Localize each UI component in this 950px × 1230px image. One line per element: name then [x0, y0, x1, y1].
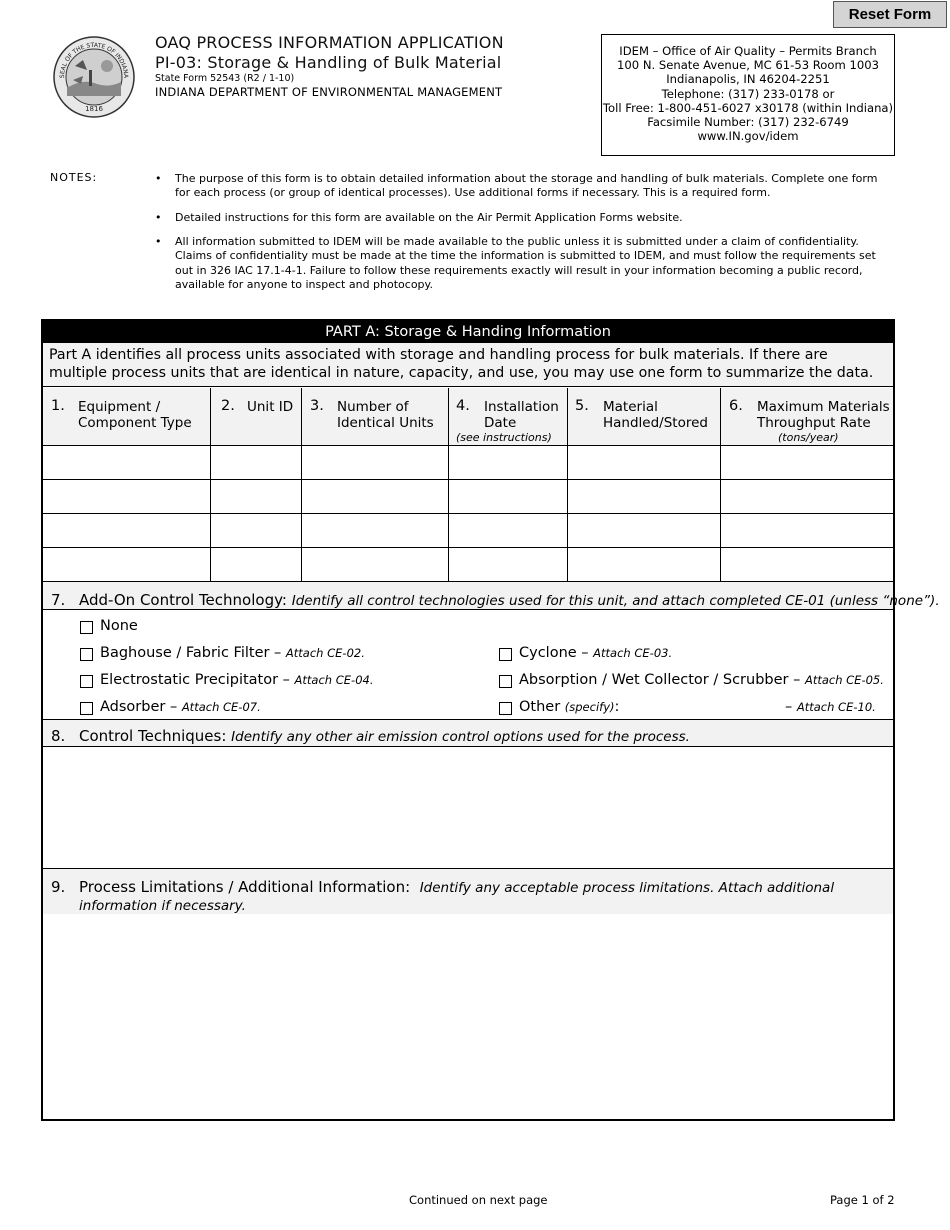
other-checkbox[interactable] — [499, 702, 512, 715]
absorption-label: Absorption / Wet Collector / Scrubber – Attach CE-05. — [519, 672, 884, 688]
continued-note: Continued on next page — [409, 1193, 548, 1207]
other-attach: – Attach CE-10. — [785, 699, 876, 715]
none-checkbox[interactable] — [80, 621, 93, 634]
adsorber-checkbox[interactable] — [80, 702, 93, 715]
table-row — [43, 446, 893, 480]
other-specify-input[interactable] — [623, 701, 781, 717]
unit-id-input[interactable] — [211, 548, 302, 582]
contact-line: 100 N. Senate Avenue, MC 61-53 Room 1003 — [617, 58, 879, 73]
column-header-identical-units: 3. Number of Identical Units — [302, 388, 449, 446]
column-header-equipment: 1. Equipment / Component Type — [43, 388, 211, 446]
equipment-input[interactable] — [43, 446, 211, 480]
bullet-icon: • — [155, 235, 162, 248]
cyclone-checkbox[interactable] — [499, 648, 512, 661]
esp-label: Electrostatic Precipitator – Attach CE-04. — [100, 672, 374, 688]
contact-line: Indianapolis, IN 46204-2251 — [666, 72, 830, 87]
section-8-label: Control Techniques: — [79, 727, 227, 745]
section-8-instruction: Identify any other air emission control options used for the process. — [231, 729, 690, 745]
contact-line: Telephone: (317) 233-0178 or — [661, 86, 835, 101]
baghouse-checkbox[interactable] — [80, 648, 93, 661]
absorption-checkbox[interactable] — [499, 675, 512, 688]
identical-units-input[interactable] — [302, 514, 449, 548]
part-a-form — [41, 319, 940, 1121]
throughput-input[interactable] — [721, 514, 893, 548]
section-9-label: Process Limitations / Additional Information: — [79, 878, 411, 896]
installation-date-input[interactable] — [449, 480, 568, 514]
equipment-input[interactable] — [43, 548, 211, 582]
equipment-input[interactable] — [43, 514, 211, 548]
note-item: • The purpose of this form is to obtain detailed information about the storage and handling of bulk materials. Complete one form for each process (or group of identical processes). Use additional forms if necessary. This is a required form. — [155, 172, 878, 200]
page-number: Page 1 of 2 — [830, 1193, 895, 1207]
unit-id-input[interactable] — [211, 514, 302, 548]
notes-label: NOTES: — [50, 171, 98, 184]
department-name: INDIANA DEPARTMENT OF ENVIRONMENTAL MANAGEMENT — [155, 85, 503, 99]
equipment-input[interactable] — [43, 480, 211, 514]
contact-line: IDEM – Office of Air Quality – Permits Branch — [619, 44, 877, 58]
seal-text: SEAL OF THE STATE OF INDIANA — [58, 41, 130, 79]
contact-website: www.IN.gov/idem — [697, 129, 799, 144]
none-label: None — [100, 618, 138, 634]
installation-date-input[interactable] — [449, 514, 568, 548]
column-header-unit-id: 2. Unit ID — [211, 388, 302, 446]
identical-units-input[interactable] — [302, 480, 449, 514]
indiana-state-seal — [53, 36, 135, 118]
note-item: • All information submitted to IDEM will be made available to the public unless it is submitted under a claim of confidentiality. Claims of confidentiality must be made at the time the information is submitted to IDEM, and must follow the requirements set out in 326 IAC 17.1-4-1. Failure to follow these requirements exactly will result in your information becoming a public record, available for anyone to inspect and photocopy. — [155, 235, 876, 291]
reset-form-button[interactable]: Reset Form — [833, 1, 947, 28]
data-table-body — [43, 446, 893, 582]
unit-id-input[interactable] — [211, 480, 302, 514]
other-label: Other (specify): — [519, 699, 620, 715]
table-row — [43, 514, 893, 548]
throughput-input[interactable] — [721, 548, 893, 582]
column-header-installation-date: 4. Installation Date (see instructions) — [449, 388, 568, 446]
bullet-icon: • — [155, 172, 162, 185]
section-7-instruction: Identify all control technologies used for this unit, and attach completed CE-01 (unless “none”). — [291, 593, 940, 609]
section-8-header: 8. Control Techniques: Identify any other air emission control options used for the process. — [43, 719, 893, 747]
installation-date-input[interactable] — [449, 548, 568, 582]
seal-year: 1816 — [85, 105, 103, 113]
material-input[interactable] — [568, 514, 721, 548]
installation-date-input[interactable] — [449, 446, 568, 480]
baghouse-label: Baghouse / Fabric Filter – Attach CE-02. — [100, 645, 365, 661]
cyclone-label: Cyclone – Attach CE-03. — [519, 645, 673, 661]
state-form-number: State Form 52543 (R2 / 1-10) — [155, 73, 295, 84]
identical-units-input[interactable] — [302, 548, 449, 582]
column-header-material: 5. Material Handled/Stored — [568, 388, 721, 446]
unit-id-input[interactable] — [211, 446, 302, 480]
contact-line: Facsimile Number: (317) 232-6749 — [647, 115, 849, 130]
column-header-throughput: 6. Maximum Materials Throughput Rate (tons/year) — [721, 388, 893, 446]
identical-units-input[interactable] — [302, 446, 449, 480]
contact-line: Toll Free: 1-800-451-6027 x30178 (within Indiana) — [602, 100, 894, 115]
material-input[interactable] — [568, 446, 721, 480]
section-9-instruction: Identify any acceptable process limitations. Attach additional — [419, 880, 835, 896]
section-7-header: 7. Add-On Control Technology: Identify all control technologies used for this unit, and attach completed CE-01 (unless “none”). — [43, 582, 893, 610]
throughput-input[interactable] — [721, 480, 893, 514]
table-row — [43, 480, 893, 514]
table-row — [43, 548, 893, 582]
form-title: OAQ PROCESS INFORMATION APPLICATION — [155, 33, 504, 52]
esp-checkbox[interactable] — [80, 675, 93, 688]
note-item: • Detailed instructions for this form are available on the Air Permit Application Forms website. — [155, 211, 683, 224]
part-a-title: PART A: Storage & Handing Information — [43, 321, 893, 343]
part-a-intro: Part A identifies all process units associated with storage and handling process for bulk materials. If there are multiple process units that are identical in nature, capacity, and use, you may use one form to summarize the data. — [43, 343, 893, 387]
section-7-label: Add-On Control Technology: — [79, 591, 287, 609]
process-limitations-textarea[interactable] — [43, 914, 893, 1119]
throughput-input[interactable] — [721, 446, 893, 480]
adsorber-label: Adsorber – Attach CE-07. — [100, 699, 261, 715]
material-input[interactable] — [568, 548, 721, 582]
form-subtitle: PI-03: Storage & Handling of Bulk Material — [155, 53, 502, 72]
control-techniques-textarea[interactable] — [43, 747, 893, 868]
section-9-header: 9. Process Limitations / Additional Information: Identify any acceptable process limitations. Attach additional information if necessary. — [43, 868, 893, 914]
bullet-icon: • — [155, 211, 162, 224]
material-input[interactable] — [568, 480, 721, 514]
contact-box — [601, 34, 895, 156]
section-9-instruction-cont: information if necessary. — [79, 898, 246, 914]
